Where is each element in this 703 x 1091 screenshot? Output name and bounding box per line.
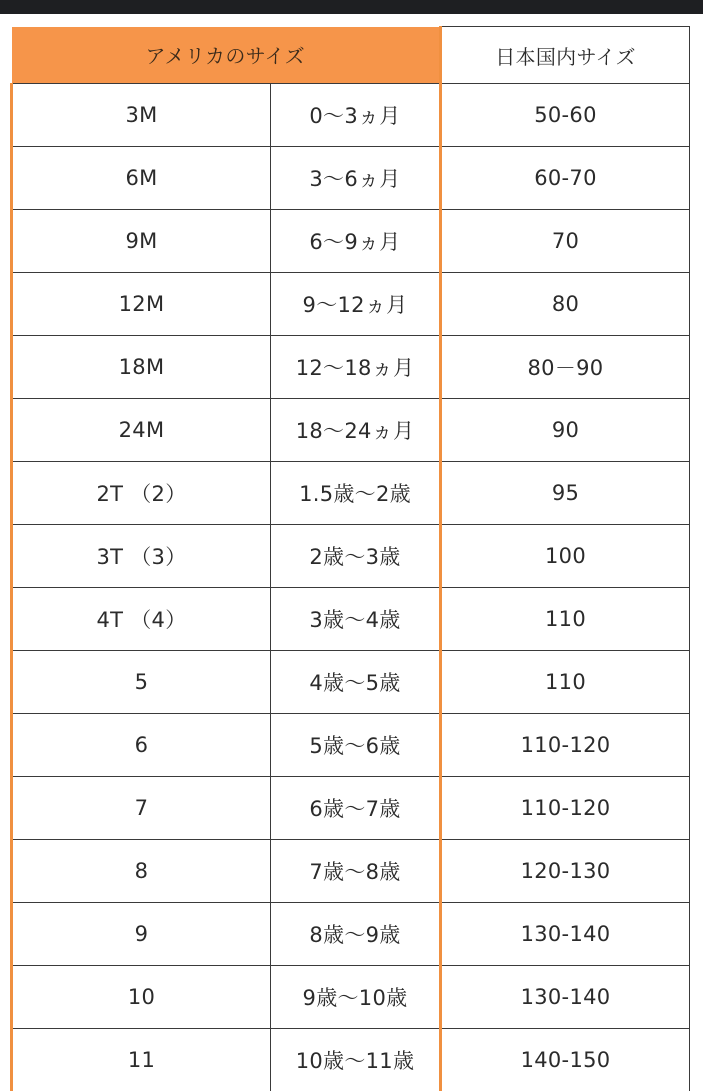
us-size-cell: 6M (12, 147, 271, 210)
us-size-cell: 5 (12, 651, 271, 714)
jp-size-cell: 110-120 (441, 714, 690, 777)
jp-size-cell: 110 (441, 588, 690, 651)
jp-size-header: 日本国内サイズ (441, 27, 690, 84)
us-size-cell: 11 (12, 1029, 271, 1091)
jp-size-cell: 140-150 (441, 1029, 690, 1091)
table-row (12, 777, 690, 840)
us-size-cell: 3M (12, 84, 271, 147)
us-size-cell: 10 (12, 966, 271, 1029)
age-cell: 4歳～5歳 (271, 651, 441, 714)
age-cell: 18～24ヵ月 (271, 399, 441, 462)
jp-size-cell: 50-60 (441, 84, 690, 147)
window-top-bar (0, 0, 703, 14)
jp-size-cell: 110 (441, 651, 690, 714)
us-size-cell: 6 (12, 714, 271, 777)
age-cell: 8歳～9歳 (271, 903, 441, 966)
table-row (12, 1029, 690, 1091)
table-row (12, 84, 690, 147)
us-size-cell: 12M (12, 273, 271, 336)
table-row (12, 840, 690, 903)
table-row (12, 966, 690, 1029)
us-size-cell: 7 (12, 777, 271, 840)
age-cell: 2歳～3歳 (271, 525, 441, 588)
size-table (10, 26, 690, 1091)
age-cell: 6歳～7歳 (271, 777, 441, 840)
age-cell: 9～12ヵ月 (271, 273, 441, 336)
age-cell: 12～18ヵ月 (271, 336, 441, 399)
size-chart (10, 26, 688, 1091)
us-size-cell: 3T （3） (12, 525, 271, 588)
table-row (12, 903, 690, 966)
table-row (12, 588, 690, 651)
us-size-header: アメリカのサイズ (12, 27, 441, 84)
jp-size-cell: 120-130 (441, 840, 690, 903)
jp-size-cell: 90 (441, 399, 690, 462)
jp-size-cell: 130-140 (441, 966, 690, 1029)
jp-size-cell: 110-120 (441, 777, 690, 840)
table-row (12, 399, 690, 462)
table-row (12, 714, 690, 777)
jp-size-cell: 95 (441, 462, 690, 525)
us-size-cell: 18M (12, 336, 271, 399)
table-body (12, 84, 690, 1091)
table-row (12, 210, 690, 273)
us-size-cell: 2T （2） (12, 462, 271, 525)
us-size-cell: 24M (12, 399, 271, 462)
age-cell: 6～9ヵ月 (271, 210, 441, 273)
jp-size-cell: 60-70 (441, 147, 690, 210)
age-cell: 3～6ヵ月 (271, 147, 441, 210)
age-cell: 9歳～10歳 (271, 966, 441, 1029)
age-cell: 1.5歳～2歳 (271, 462, 441, 525)
us-size-cell: 8 (12, 840, 271, 903)
table-row (12, 525, 690, 588)
table-row (12, 651, 690, 714)
age-cell: 10歳～11歳 (271, 1029, 441, 1091)
jp-size-cell: 80－90 (441, 336, 690, 399)
table-row (12, 462, 690, 525)
jp-size-cell: 130-140 (441, 903, 690, 966)
us-size-cell: 9 (12, 903, 271, 966)
age-cell: 7歳～8歳 (271, 840, 441, 903)
jp-size-cell: 80 (441, 273, 690, 336)
table-row (12, 336, 690, 399)
age-cell: 3歳～4歳 (271, 588, 441, 651)
table-header-row (12, 27, 690, 84)
jp-size-cell: 100 (441, 525, 690, 588)
us-size-cell: 9M (12, 210, 271, 273)
age-cell: 0～3ヵ月 (271, 84, 441, 147)
table-row (12, 147, 690, 210)
table-row (12, 273, 690, 336)
us-size-cell: 4T （4） (12, 588, 271, 651)
age-cell: 5歳～6歳 (271, 714, 441, 777)
jp-size-cell: 70 (441, 210, 690, 273)
